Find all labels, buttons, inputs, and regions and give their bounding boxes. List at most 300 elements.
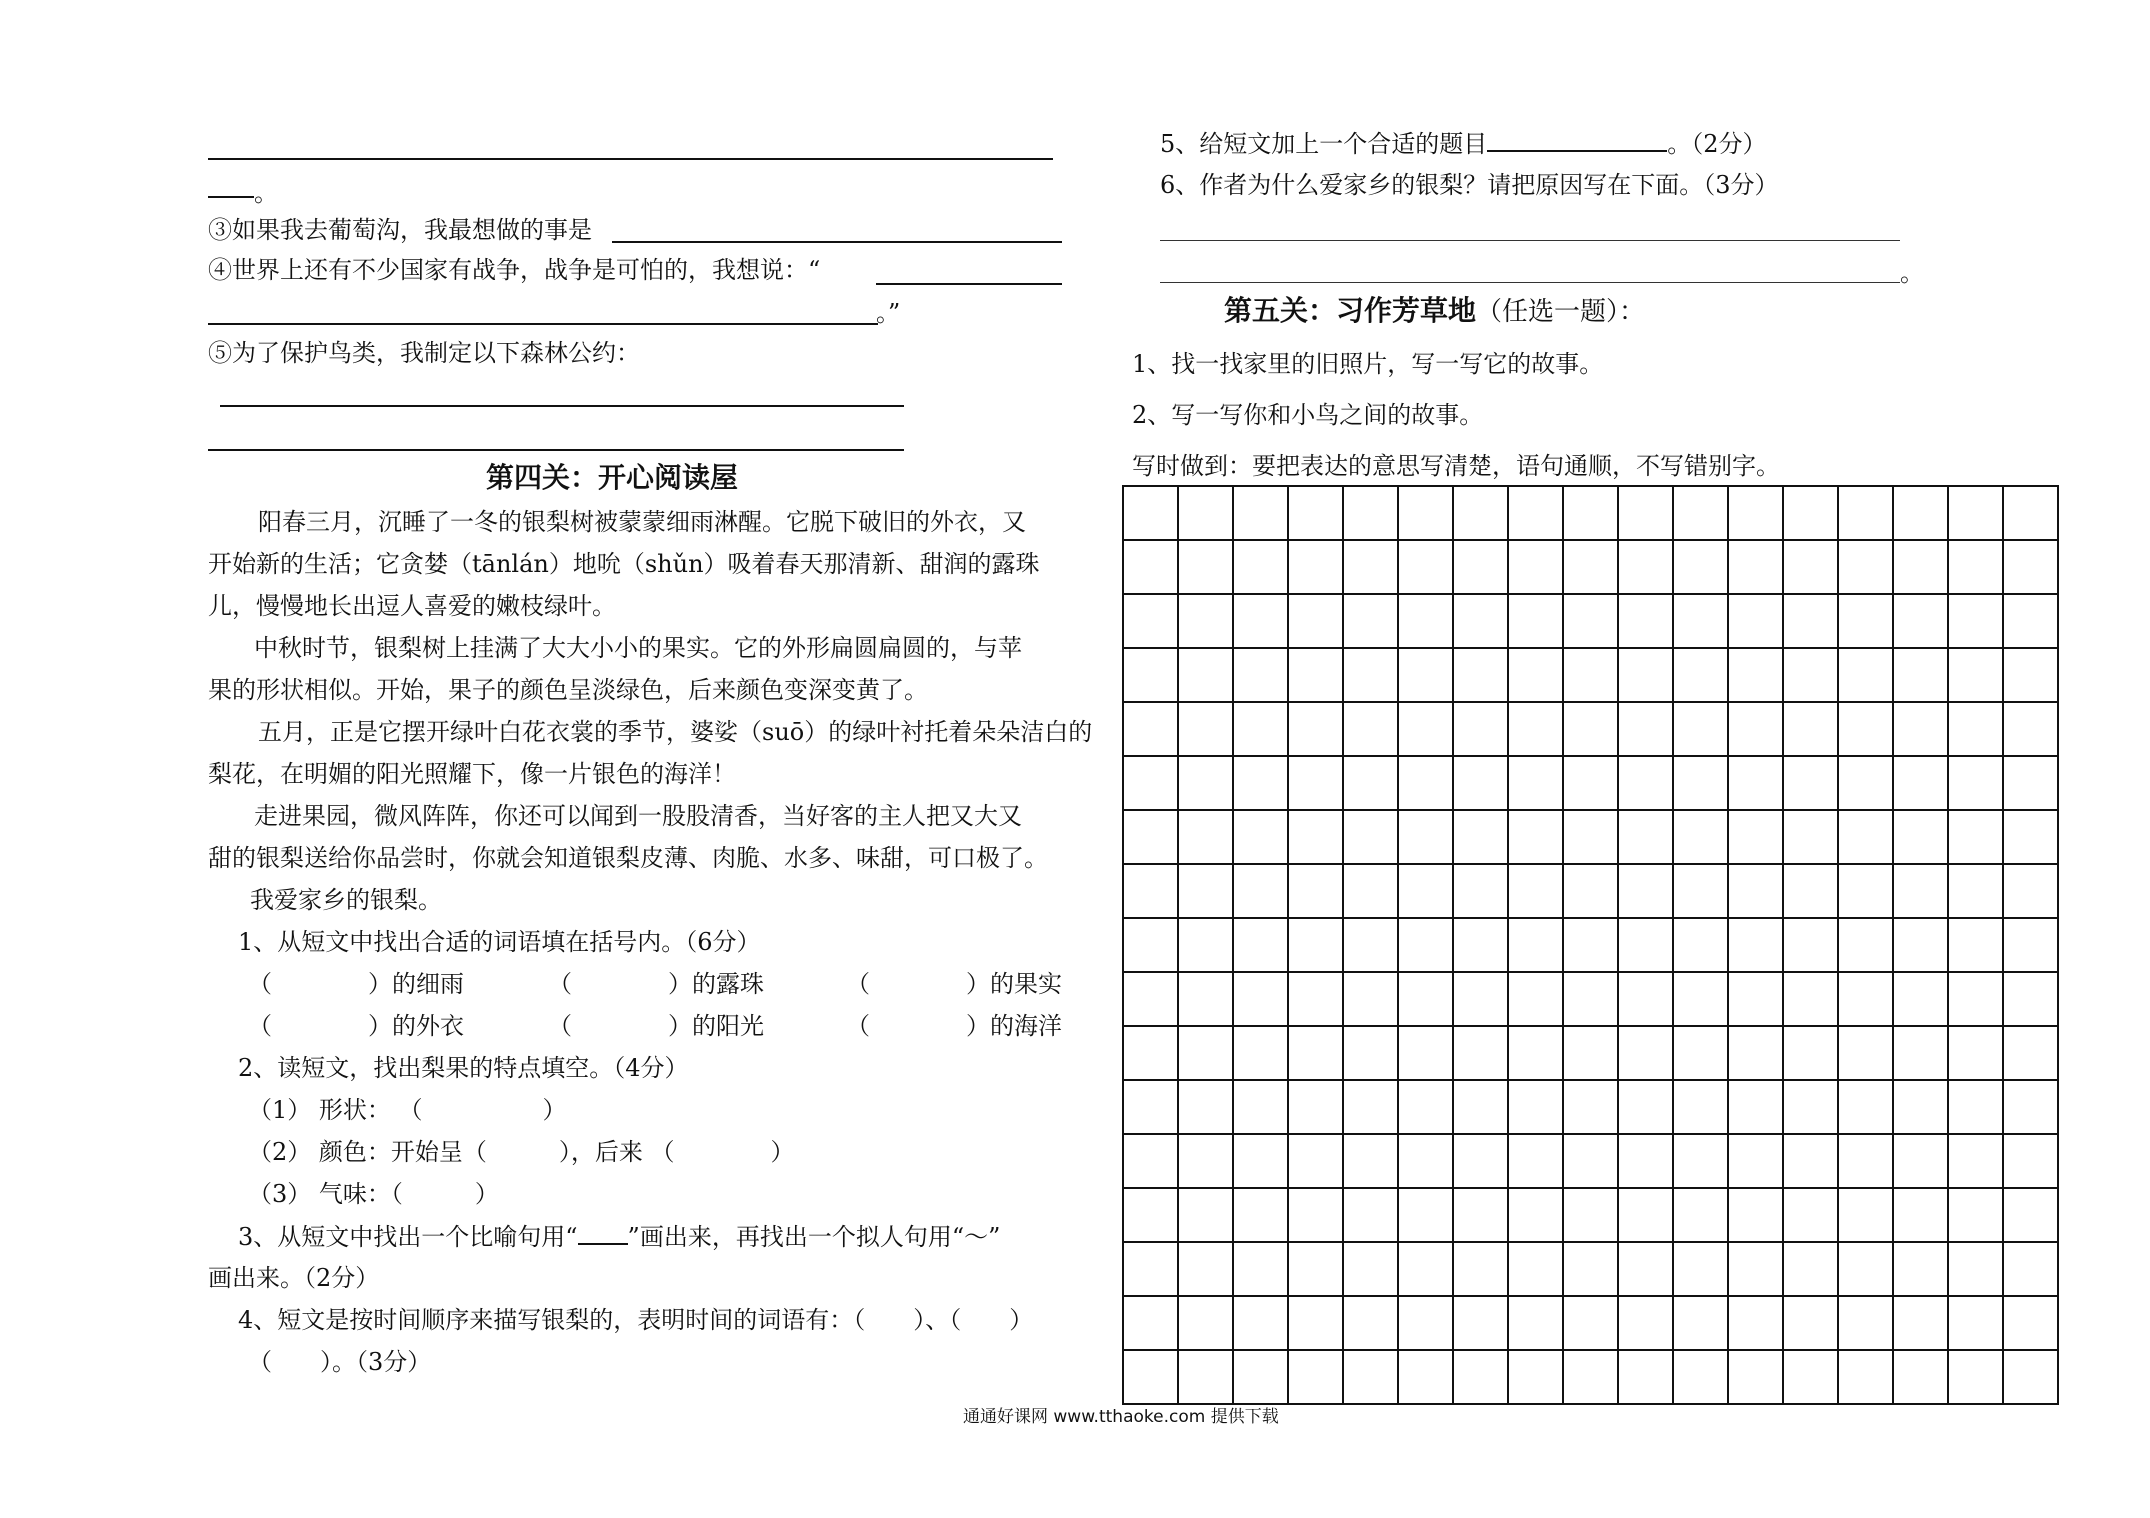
grid-cell[interactable]: [1508, 1350, 1563, 1404]
grid-cell[interactable]: [1288, 486, 1343, 540]
grid-cell[interactable]: [1673, 918, 1728, 972]
grid-cell[interactable]: [1508, 1080, 1563, 1134]
grid-cell[interactable]: [1453, 918, 1508, 972]
grid-cell[interactable]: [1508, 1188, 1563, 1242]
grid-cell[interactable]: [1728, 1026, 1783, 1080]
grid-cell[interactable]: [1508, 756, 1563, 810]
grid-cell[interactable]: [1343, 594, 1398, 648]
grid-cell[interactable]: [1123, 648, 1178, 702]
grid-cell[interactable]: [1288, 1134, 1343, 1188]
writing-grid-table[interactable]: [1122, 485, 2059, 1405]
grid-cell[interactable]: [2003, 594, 2058, 648]
grid-cell[interactable]: [1123, 918, 1178, 972]
grid-cell[interactable]: [1673, 972, 1728, 1026]
grid-cell[interactable]: [1673, 1242, 1728, 1296]
grid-cell[interactable]: [1893, 864, 1948, 918]
grid-cell[interactable]: [1398, 1188, 1453, 1242]
grid-cell[interactable]: [1123, 972, 1178, 1026]
grid-cell[interactable]: [1398, 756, 1453, 810]
grid-cell[interactable]: [1343, 1350, 1398, 1404]
grid-cell[interactable]: [1618, 540, 1673, 594]
grid-cell[interactable]: [1288, 594, 1343, 648]
grid-cell[interactable]: [1398, 810, 1453, 864]
grid-cell[interactable]: [2003, 1134, 2058, 1188]
fill-blank[interactable]: （ ）的海洋: [846, 1012, 1062, 1040]
grid-cell[interactable]: [1288, 864, 1343, 918]
grid-cell[interactable]: [1288, 756, 1343, 810]
writing-grid[interactable]: [1122, 485, 2059, 1405]
grid-cell[interactable]: [1398, 1080, 1453, 1134]
grid-cell[interactable]: [1618, 1242, 1673, 1296]
grid-cell[interactable]: [1343, 486, 1398, 540]
grid-cell[interactable]: [1233, 702, 1288, 756]
answer-line[interactable]: [1160, 240, 1900, 241]
grid-cell[interactable]: [2003, 1026, 2058, 1080]
grid-cell[interactable]: [1453, 486, 1508, 540]
grid-cell[interactable]: [1673, 702, 1728, 756]
grid-cell[interactable]: [2003, 1080, 2058, 1134]
grid-cell[interactable]: [1728, 1350, 1783, 1404]
grid-cell[interactable]: [1178, 1350, 1233, 1404]
grid-cell[interactable]: [1783, 540, 1838, 594]
grid-cell[interactable]: [1288, 1296, 1343, 1350]
grid-cell[interactable]: [1838, 1188, 1893, 1242]
fill-blank[interactable]: （ ）的细雨: [248, 970, 464, 998]
grid-cell[interactable]: [1288, 1242, 1343, 1296]
grid-cell[interactable]: [1673, 1134, 1728, 1188]
grid-cell[interactable]: [1453, 648, 1508, 702]
grid-cell[interactable]: [1343, 702, 1398, 756]
grid-cell[interactable]: [1728, 702, 1783, 756]
grid-cell[interactable]: [1123, 540, 1178, 594]
grid-cell[interactable]: [1783, 648, 1838, 702]
grid-cell[interactable]: [1948, 1026, 2003, 1080]
grid-cell[interactable]: [1178, 540, 1233, 594]
grid-cell[interactable]: [1563, 594, 1618, 648]
grid-cell[interactable]: [1673, 1188, 1728, 1242]
grid-cell[interactable]: [1288, 918, 1343, 972]
grid-cell[interactable]: [1893, 972, 1948, 1026]
answer-line[interactable]: [220, 405, 904, 407]
grid-cell[interactable]: [1233, 864, 1288, 918]
grid-cell[interactable]: [1343, 810, 1398, 864]
grid-cell[interactable]: [1783, 1242, 1838, 1296]
grid-cell[interactable]: [1398, 1134, 1453, 1188]
grid-cell[interactable]: [1618, 918, 1673, 972]
grid-cell[interactable]: [1398, 972, 1453, 1026]
grid-cell[interactable]: [1838, 918, 1893, 972]
grid-cell[interactable]: [1893, 810, 1948, 864]
grid-cell[interactable]: [1508, 918, 1563, 972]
grid-cell[interactable]: [1123, 486, 1178, 540]
grid-cell[interactable]: [1893, 1296, 1948, 1350]
grid-cell[interactable]: [1288, 972, 1343, 1026]
grid-cell[interactable]: [1783, 1296, 1838, 1350]
grid-cell[interactable]: [1563, 918, 1618, 972]
grid-cell[interactable]: [1783, 1350, 1838, 1404]
grid-cell[interactable]: [1178, 864, 1233, 918]
grid-cell[interactable]: [1508, 1134, 1563, 1188]
grid-cell[interactable]: [1398, 864, 1453, 918]
grid-cell[interactable]: [1948, 648, 2003, 702]
grid-cell[interactable]: [1893, 1350, 1948, 1404]
grid-cell[interactable]: [1948, 702, 2003, 756]
grid-cell[interactable]: [1728, 756, 1783, 810]
grid-cell[interactable]: [1838, 648, 1893, 702]
grid-cell[interactable]: [1178, 1026, 1233, 1080]
grid-cell[interactable]: [1673, 594, 1728, 648]
grid-cell[interactable]: [1233, 540, 1288, 594]
grid-cell[interactable]: [1948, 594, 2003, 648]
fill-blank[interactable]: （1） 形状： （ ）: [248, 1096, 567, 1124]
grid-cell[interactable]: [1563, 1350, 1618, 1404]
grid-cell[interactable]: [1398, 648, 1453, 702]
grid-cell[interactable]: [1453, 1080, 1508, 1134]
grid-cell[interactable]: [2003, 1296, 2058, 1350]
grid-cell[interactable]: [1343, 1296, 1398, 1350]
grid-cell[interactable]: [1783, 756, 1838, 810]
grid-cell[interactable]: [1453, 810, 1508, 864]
grid-cell[interactable]: [1618, 648, 1673, 702]
grid-cell[interactable]: [1563, 648, 1618, 702]
grid-cell[interactable]: [1948, 1080, 2003, 1134]
grid-cell[interactable]: [1563, 756, 1618, 810]
grid-cell[interactable]: [1838, 1080, 1893, 1134]
grid-cell[interactable]: [1123, 864, 1178, 918]
grid-cell[interactable]: [2003, 864, 2058, 918]
grid-cell[interactable]: [1948, 1188, 2003, 1242]
grid-cell[interactable]: [1453, 1242, 1508, 1296]
fill-blank[interactable]: （2） 颜色：开始呈（ ），后来 （ ）: [248, 1138, 795, 1166]
grid-cell[interactable]: [1948, 864, 2003, 918]
grid-cell[interactable]: [1178, 972, 1233, 1026]
grid-cell[interactable]: [1948, 486, 2003, 540]
grid-cell[interactable]: [1343, 756, 1398, 810]
grid-cell[interactable]: [1508, 540, 1563, 594]
grid-cell[interactable]: [1398, 1242, 1453, 1296]
grid-cell[interactable]: [1453, 1350, 1508, 1404]
grid-cell[interactable]: [1343, 540, 1398, 594]
grid-cell[interactable]: [1563, 486, 1618, 540]
grid-cell[interactable]: [1178, 1080, 1233, 1134]
grid-cell[interactable]: [1563, 972, 1618, 1026]
grid-cell[interactable]: [1893, 1134, 1948, 1188]
grid-cell[interactable]: [1563, 1134, 1618, 1188]
grid-cell[interactable]: [1288, 1080, 1343, 1134]
grid-cell[interactable]: [2003, 1188, 2058, 1242]
grid-cell[interactable]: [1618, 864, 1673, 918]
grid-cell[interactable]: [1233, 1296, 1288, 1350]
grid-cell[interactable]: [2003, 918, 2058, 972]
grid-cell[interactable]: [1673, 1080, 1728, 1134]
grid-cell[interactable]: [1948, 540, 2003, 594]
grid-cell[interactable]: [1508, 864, 1563, 918]
grid-cell[interactable]: [1453, 864, 1508, 918]
grid-cell[interactable]: [1178, 702, 1233, 756]
grid-cell[interactable]: [1728, 648, 1783, 702]
grid-cell[interactable]: [1728, 594, 1783, 648]
grid-cell[interactable]: [1563, 1296, 1618, 1350]
grid-cell[interactable]: [1893, 540, 1948, 594]
grid-cell[interactable]: [1948, 1350, 2003, 1404]
grid-cell[interactable]: [1508, 1242, 1563, 1296]
grid-cell[interactable]: [1123, 702, 1178, 756]
grid-cell[interactable]: [1783, 702, 1838, 756]
grid-cell[interactable]: [1618, 1134, 1673, 1188]
grid-cell[interactable]: [1233, 1242, 1288, 1296]
grid-cell[interactable]: [2003, 486, 2058, 540]
grid-cell[interactable]: [1563, 702, 1618, 756]
answer-line[interactable]: [208, 323, 878, 325]
grid-cell[interactable]: [1233, 1080, 1288, 1134]
grid-cell[interactable]: [1343, 1134, 1398, 1188]
grid-cell[interactable]: [1563, 540, 1618, 594]
grid-cell[interactable]: [1563, 810, 1618, 864]
fill-blank[interactable]: （3） 气味：（ ）: [248, 1180, 499, 1208]
grid-cell[interactable]: [1783, 918, 1838, 972]
grid-cell[interactable]: [1398, 1350, 1453, 1404]
grid-cell[interactable]: [1948, 1134, 2003, 1188]
grid-cell[interactable]: [1453, 1026, 1508, 1080]
grid-cell[interactable]: [1838, 864, 1893, 918]
grid-cell[interactable]: [1178, 1296, 1233, 1350]
grid-cell[interactable]: [1563, 1026, 1618, 1080]
grid-cell[interactable]: [1618, 594, 1673, 648]
grid-cell[interactable]: [1838, 756, 1893, 810]
grid-cell[interactable]: [1453, 756, 1508, 810]
grid-cell[interactable]: [1233, 1026, 1288, 1080]
title-answer-line[interactable]: [1487, 128, 1667, 152]
grid-cell[interactable]: [1288, 1188, 1343, 1242]
grid-cell[interactable]: [1288, 810, 1343, 864]
grid-cell[interactable]: [1123, 756, 1178, 810]
grid-cell[interactable]: [1783, 594, 1838, 648]
grid-cell[interactable]: [1563, 1242, 1618, 1296]
answer-line[interactable]: [208, 196, 254, 198]
grid-cell[interactable]: [1398, 1026, 1453, 1080]
grid-cell[interactable]: [1783, 972, 1838, 1026]
grid-cell[interactable]: [1838, 1134, 1893, 1188]
fill-blank[interactable]: （ ）的阳光: [548, 1012, 764, 1040]
grid-cell[interactable]: [1288, 1350, 1343, 1404]
grid-cell[interactable]: [2003, 540, 2058, 594]
grid-cell[interactable]: [1893, 594, 1948, 648]
grid-cell[interactable]: [1343, 864, 1398, 918]
grid-cell[interactable]: [1398, 918, 1453, 972]
grid-cell[interactable]: [1288, 540, 1343, 594]
grid-cell[interactable]: [1233, 648, 1288, 702]
grid-cell[interactable]: [1233, 1188, 1288, 1242]
grid-cell[interactable]: [1288, 648, 1343, 702]
grid-cell[interactable]: [1893, 648, 1948, 702]
grid-cell[interactable]: [1673, 810, 1728, 864]
grid-cell[interactable]: [1673, 756, 1728, 810]
grid-cell[interactable]: [1838, 486, 1893, 540]
grid-cell[interactable]: [1673, 486, 1728, 540]
grid-cell[interactable]: [1673, 1296, 1728, 1350]
grid-cell[interactable]: [1838, 810, 1893, 864]
grid-cell[interactable]: [1838, 594, 1893, 648]
fill-blank[interactable]: （ ）的果实: [846, 970, 1062, 998]
grid-cell[interactable]: [1178, 1134, 1233, 1188]
grid-cell[interactable]: [1893, 1242, 1948, 1296]
grid-cell[interactable]: [1343, 648, 1398, 702]
grid-cell[interactable]: [1783, 1134, 1838, 1188]
grid-cell[interactable]: [1453, 972, 1508, 1026]
grid-cell[interactable]: [1453, 594, 1508, 648]
grid-cell[interactable]: [1233, 594, 1288, 648]
grid-cell[interactable]: [1618, 1350, 1673, 1404]
grid-cell[interactable]: [1453, 1188, 1508, 1242]
grid-cell[interactable]: [1233, 1134, 1288, 1188]
grid-cell[interactable]: [1783, 1080, 1838, 1134]
grid-cell[interactable]: [1398, 486, 1453, 540]
grid-cell[interactable]: [1178, 1188, 1233, 1242]
answer-line[interactable]: [208, 449, 904, 451]
grid-cell[interactable]: [1508, 486, 1563, 540]
answer-line[interactable]: [612, 241, 1062, 243]
grid-cell[interactable]: [1728, 864, 1783, 918]
grid-cell[interactable]: [1838, 1242, 1893, 1296]
grid-cell[interactable]: [1178, 594, 1233, 648]
grid-cell[interactable]: [1453, 540, 1508, 594]
grid-cell[interactable]: [1563, 1080, 1618, 1134]
grid-cell[interactable]: [1673, 648, 1728, 702]
grid-cell[interactable]: [1838, 1026, 1893, 1080]
grid-cell[interactable]: [1948, 810, 2003, 864]
grid-cell[interactable]: [1233, 756, 1288, 810]
grid-cell[interactable]: [2003, 648, 2058, 702]
grid-cell[interactable]: [1123, 1080, 1178, 1134]
grid-cell[interactable]: [1123, 1242, 1178, 1296]
grid-cell[interactable]: [1728, 918, 1783, 972]
grid-cell[interactable]: [1123, 594, 1178, 648]
grid-cell[interactable]: [1398, 594, 1453, 648]
grid-cell[interactable]: [1508, 1296, 1563, 1350]
grid-cell[interactable]: [1343, 1026, 1398, 1080]
grid-cell[interactable]: [1948, 1242, 2003, 1296]
grid-cell[interactable]: [1728, 540, 1783, 594]
grid-cell[interactable]: [1178, 810, 1233, 864]
grid-cell[interactable]: [1508, 648, 1563, 702]
grid-cell[interactable]: [1893, 918, 1948, 972]
grid-cell[interactable]: [1563, 1188, 1618, 1242]
grid-cell[interactable]: [2003, 1242, 2058, 1296]
grid-cell[interactable]: [1838, 972, 1893, 1026]
grid-cell[interactable]: [1618, 1026, 1673, 1080]
grid-cell[interactable]: [1398, 702, 1453, 756]
grid-cell[interactable]: [1178, 648, 1233, 702]
grid-cell[interactable]: [1343, 1188, 1398, 1242]
grid-cell[interactable]: [1783, 1188, 1838, 1242]
grid-cell[interactable]: [1288, 702, 1343, 756]
grid-cell[interactable]: [1948, 756, 2003, 810]
grid-cell[interactable]: [1618, 486, 1673, 540]
grid-cell[interactable]: [2003, 810, 2058, 864]
grid-cell[interactable]: [1233, 810, 1288, 864]
grid-cell[interactable]: [1893, 756, 1948, 810]
grid-cell[interactable]: [1123, 1188, 1178, 1242]
grid-cell[interactable]: [1728, 810, 1783, 864]
grid-cell[interactable]: [1123, 810, 1178, 864]
grid-cell[interactable]: [1288, 1026, 1343, 1080]
grid-cell[interactable]: [1728, 1242, 1783, 1296]
grid-cell[interactable]: [1838, 1350, 1893, 1404]
grid-cell[interactable]: [2003, 1350, 2058, 1404]
fill-blank[interactable]: （ ）的外衣: [248, 1012, 464, 1040]
grid-cell[interactable]: [1783, 864, 1838, 918]
grid-cell[interactable]: [1618, 1080, 1673, 1134]
grid-cell[interactable]: [1673, 1026, 1728, 1080]
grid-cell[interactable]: [1838, 1296, 1893, 1350]
grid-cell[interactable]: [1233, 918, 1288, 972]
grid-cell[interactable]: [1563, 864, 1618, 918]
grid-cell[interactable]: [1233, 486, 1288, 540]
grid-cell[interactable]: [1893, 1188, 1948, 1242]
grid-cell[interactable]: [1343, 918, 1398, 972]
grid-cell[interactable]: [1838, 540, 1893, 594]
grid-cell[interactable]: [1453, 702, 1508, 756]
grid-cell[interactable]: [1618, 972, 1673, 1026]
grid-cell[interactable]: [1728, 1188, 1783, 1242]
grid-cell[interactable]: [1728, 486, 1783, 540]
grid-cell[interactable]: [1618, 810, 1673, 864]
grid-cell[interactable]: [1453, 1296, 1508, 1350]
grid-cell[interactable]: [1948, 972, 2003, 1026]
grid-cell[interactable]: [1728, 972, 1783, 1026]
grid-cell[interactable]: [1508, 810, 1563, 864]
grid-cell[interactable]: [1838, 702, 1893, 756]
grid-cell[interactable]: [1893, 1080, 1948, 1134]
grid-cell[interactable]: [1178, 918, 1233, 972]
grid-cell[interactable]: [1618, 702, 1673, 756]
grid-cell[interactable]: [1178, 1242, 1233, 1296]
grid-cell[interactable]: [1233, 1350, 1288, 1404]
fill-blank[interactable]: （ ）的露珠: [548, 970, 764, 998]
grid-cell[interactable]: [1343, 1242, 1398, 1296]
grid-cell[interactable]: [1728, 1134, 1783, 1188]
grid-cell[interactable]: [1343, 1080, 1398, 1134]
grid-cell[interactable]: [1618, 756, 1673, 810]
answer-line[interactable]: [208, 158, 1053, 160]
grid-cell[interactable]: [1728, 1080, 1783, 1134]
grid-cell[interactable]: [1123, 1026, 1178, 1080]
grid-cell[interactable]: [1398, 540, 1453, 594]
grid-cell[interactable]: [1673, 864, 1728, 918]
grid-cell[interactable]: [1508, 972, 1563, 1026]
grid-cell[interactable]: [1783, 1026, 1838, 1080]
grid-cell[interactable]: [1508, 702, 1563, 756]
grid-cell[interactable]: [2003, 756, 2058, 810]
grid-cell[interactable]: [1123, 1350, 1178, 1404]
grid-cell[interactable]: [1343, 972, 1398, 1026]
grid-cell[interactable]: [1618, 1296, 1673, 1350]
answer-line[interactable]: [1160, 282, 1900, 283]
grid-cell[interactable]: [2003, 702, 2058, 756]
grid-cell[interactable]: [1948, 918, 2003, 972]
grid-cell[interactable]: [1453, 1134, 1508, 1188]
grid-cell[interactable]: [1673, 1350, 1728, 1404]
grid-cell[interactable]: [2003, 972, 2058, 1026]
grid-cell[interactable]: [1893, 702, 1948, 756]
grid-cell[interactable]: [1508, 1026, 1563, 1080]
grid-cell[interactable]: [1893, 1026, 1948, 1080]
grid-cell[interactable]: [1398, 1296, 1453, 1350]
grid-cell[interactable]: [1728, 1296, 1783, 1350]
grid-cell[interactable]: [1123, 1134, 1178, 1188]
grid-cell[interactable]: [1893, 486, 1948, 540]
grid-cell[interactable]: [1178, 756, 1233, 810]
